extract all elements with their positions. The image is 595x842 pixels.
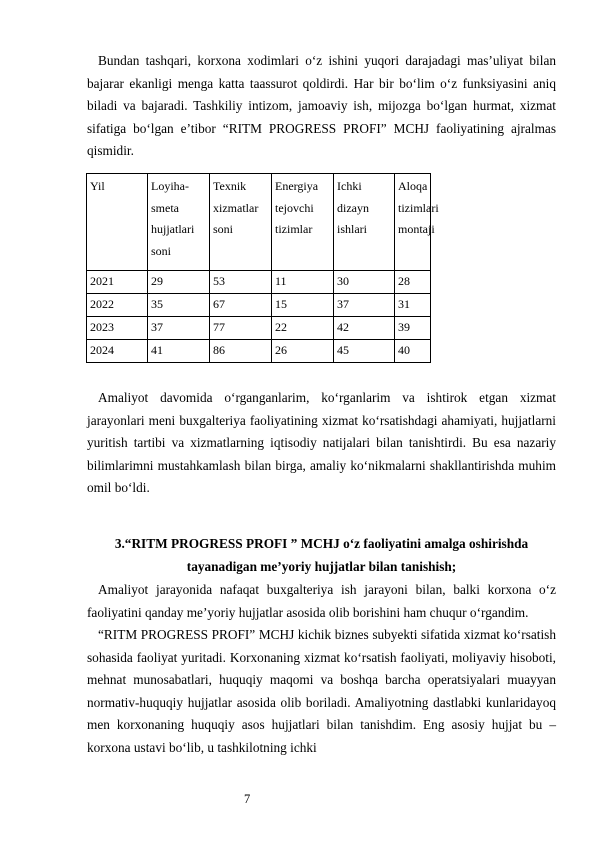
section-heading-line-2: tayanadigan me’yoriy hujjatlar bilan tanishish; <box>186 559 457 574</box>
table-cell: 37 <box>148 317 210 340</box>
table-cell: 2024 <box>87 340 148 363</box>
table-row <box>87 317 431 340</box>
table-cell: 53 <box>210 271 272 294</box>
table-cell: 2023 <box>87 317 148 340</box>
table-cell: 28 <box>395 271 431 294</box>
table-cell: 2022 <box>87 294 148 317</box>
table-cell: 26 <box>272 340 334 363</box>
table-cell: 41 <box>148 340 210 363</box>
table-cell: 42 <box>334 317 395 340</box>
header-energy-systems: Energiya tejovchi tizimlar <box>272 174 334 271</box>
table-row <box>87 340 431 363</box>
table-cell: 86 <box>210 340 272 363</box>
table-cell: 30 <box>334 271 395 294</box>
table-cell: 11 <box>272 271 334 294</box>
header-communication-systems: Aloqa tizimlari montaji <box>395 174 431 271</box>
statistics-table <box>86 173 439 363</box>
paragraph-practice-summary: Amaliyot davomida o‘rganganlarim, ko‘rganlarim va ishtirok etgan xizmat jarayonlari meni buxgalteriya faoliyatining xizmat ko‘rsatishdagi ahamiyati, hujjatlarni yuritish tartibi va xizmatlarning iqtisodiy natijalari bilan tanishtirdi. Bu esa nazariy bilimlarimni mustahkamlash bilan birga, amaliy ko‘nikmalarni shakllantirishda muhim omil bo‘ldi. <box>87 390 556 495</box>
table-row <box>87 271 431 294</box>
paragraph-normative-docs: Amaliyot jarayonida nafaqat buxgalteriya ish jarayoni bilan, balki korxona o‘z faoliyatini qanday me’yoriy hujjatlar asosida olib borishini ham chuqur o‘rgandim. <box>87 582 556 620</box>
table-cell: 29 <box>148 271 210 294</box>
table-cell: 37 <box>334 294 395 317</box>
table-cell: 22 <box>272 317 334 340</box>
table-cell: 67 <box>210 294 272 317</box>
table-cell: 2021 <box>87 271 148 294</box>
table-cell: 31 <box>395 294 431 317</box>
table-cell: 15 <box>272 294 334 317</box>
paragraph-company-basis: “RITM PROGRESS PROFI” MCHJ kichik biznes subyekti sifatida xizmat ko‘rsatish sohasida faoliyat yuritadi. Korxonaning xizmat ko‘rsatish faoliyati, moliyaviy hisoboti, mehnat munosabatlari, huquqiy maqomi va boshqa barcha operatsiyalari muayyan normativ-huquqiy hujjatlar asosida olib boriladi. Amaliyotning dastlabki kunlaridayoq men korxonaning huquqiy asos hujjatlari bilan tanishdim. Eng asosiy hujjat bu – korxona ustavi bo‘lib, u tashkilotning ichki <box>87 627 556 755</box>
paragraph-intro: Bundan tashqari, korxona xodimlari o‘z ishini yuqori darajadagi mas’uliyat bilan bajarar ekanligi menga katta taassurot qoldirdi. Har bir bo‘lim o‘z funksiyasini aniq biladi va bajaradi. Tashkiliy intizom, jamoaviy ish, mijozga bo‘lgan hurmat, xizmat sifatiga bo‘lgan e’tibor “RITM PROGRESS PROFI” MCHJ faoliyatining ajralmas qismidir. <box>87 53 556 158</box>
table-header-row <box>87 174 431 271</box>
table-cell: 35 <box>148 294 210 317</box>
table-cell: 39 <box>395 317 431 340</box>
table-cell: 45 <box>334 340 395 363</box>
header-design-docs: Loyiha-smeta hujjatlari soni <box>148 174 210 271</box>
section-heading-line-1: 3.“RITM PROGRESS PROFI ” MCHJ o‘z faoliyatini amalga oshirishda <box>114 536 529 551</box>
header-interior-design: Ichki dizayn ishlari <box>334 174 395 271</box>
table-cell: 77 <box>210 317 272 340</box>
header-year: Yil <box>87 174 148 271</box>
table-cell: 40 <box>395 340 431 363</box>
header-technical-services: Texnik xizmatlar soni <box>210 174 272 271</box>
page-number: 7 <box>244 792 251 806</box>
table-row <box>87 294 431 317</box>
